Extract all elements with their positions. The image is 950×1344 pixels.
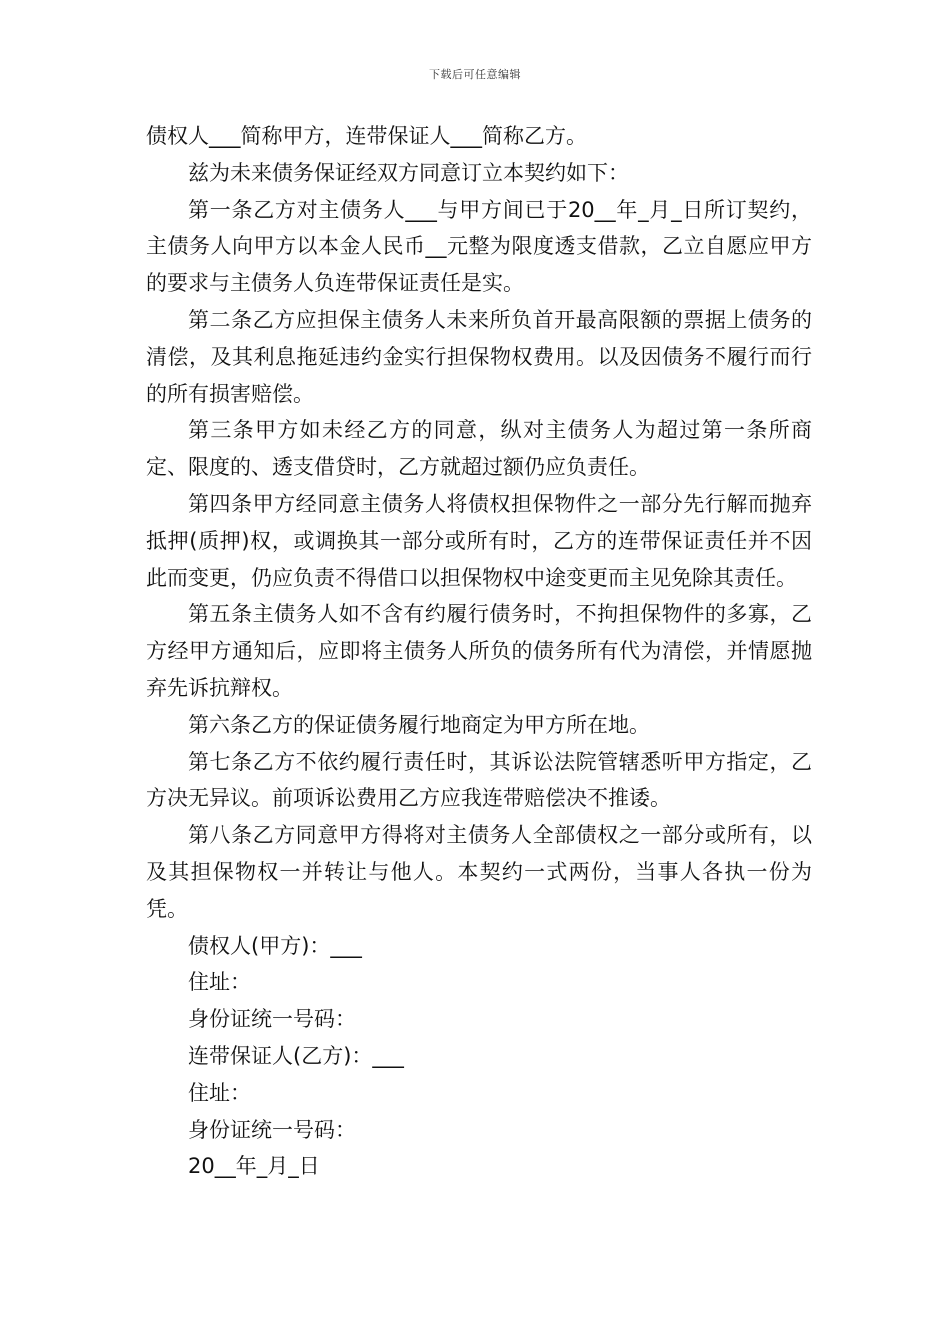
creditor-id-line: 身份证统一号码： [188,1007,356,1032]
preamble-paragraph: 兹为未来债务保证经双方同意订立本契约如下： [188,160,629,185]
article-8: 第八条乙方同意甲方得将对主债务人全部债权之一部分或所有，以及其担保物权一并转让与他人。本契约一式两份，当事人各执一份为凭。 [146,823,812,921]
article-6: 第六条乙方的保证债务履行地商定为甲方所在地。 [188,712,650,737]
guarantor-address-line: 住址： [188,1080,251,1105]
creditor-address-line: 住址： [188,970,251,995]
date-line: 20__年_月_日 [188,1154,320,1179]
creditor-line: 债权人(甲方)：___ [188,933,362,958]
article-3: 第三条甲方如未经乙方的同意，纵对主债务人为超过第一条所商定、限度的、透支借贷时，乙方就超过额仍应负责任。 [146,418,812,480]
signature-block [146,928,812,1186]
contract-body [146,118,812,1185]
guarantor-line: 连带保证人(乙方)：___ [188,1043,404,1068]
page-header-note: 下载后可任意编辑 [429,68,521,81]
article-1: 第一条乙方对主债务人___与甲方间已于20__年_月_日所订契约，主债务人向甲方以本金人民币__元整为限度透支借款，乙立自愿应甲方的要求与主债务人负连带保证责任是实。 [146,197,812,296]
guarantor-id-line: 身份证统一号码： [188,1117,356,1142]
parties-paragraph: 债权人___简称甲方，连带保证人___简称乙方。 [146,124,587,148]
article-4: 第四条甲方经同意主债务人将债权担保物件之一部分先行解而抛弃抵押(质押)权，或调换其一部分或所有时，乙方的连带保证责任并不因此而变更，仍应负责不得借口以担保物权中途变更而主见免除其责任。 [146,491,812,590]
article-5: 第五条主债务人如不含有约履行债务时，不拘担保物件的多寡，乙方经甲方通知后，应即将主债务人所负的债务所有代为清偿，并情愿抛弃先诉抗辩权。 [146,602,812,700]
article-2: 第二条乙方应担保主债务人未来所负首开最高限额的票据上债务的清偿，及其利息拖延违约金实行担保物权费用。以及因债务不履行而行的所有损害赔偿。 [146,307,812,406]
article-7: 第七条乙方不依约履行责任时，其诉讼法院管辖悉听甲方指定，乙方决无异议。前项诉讼费用乙方应我连带赔偿决不推诿。 [146,749,812,811]
